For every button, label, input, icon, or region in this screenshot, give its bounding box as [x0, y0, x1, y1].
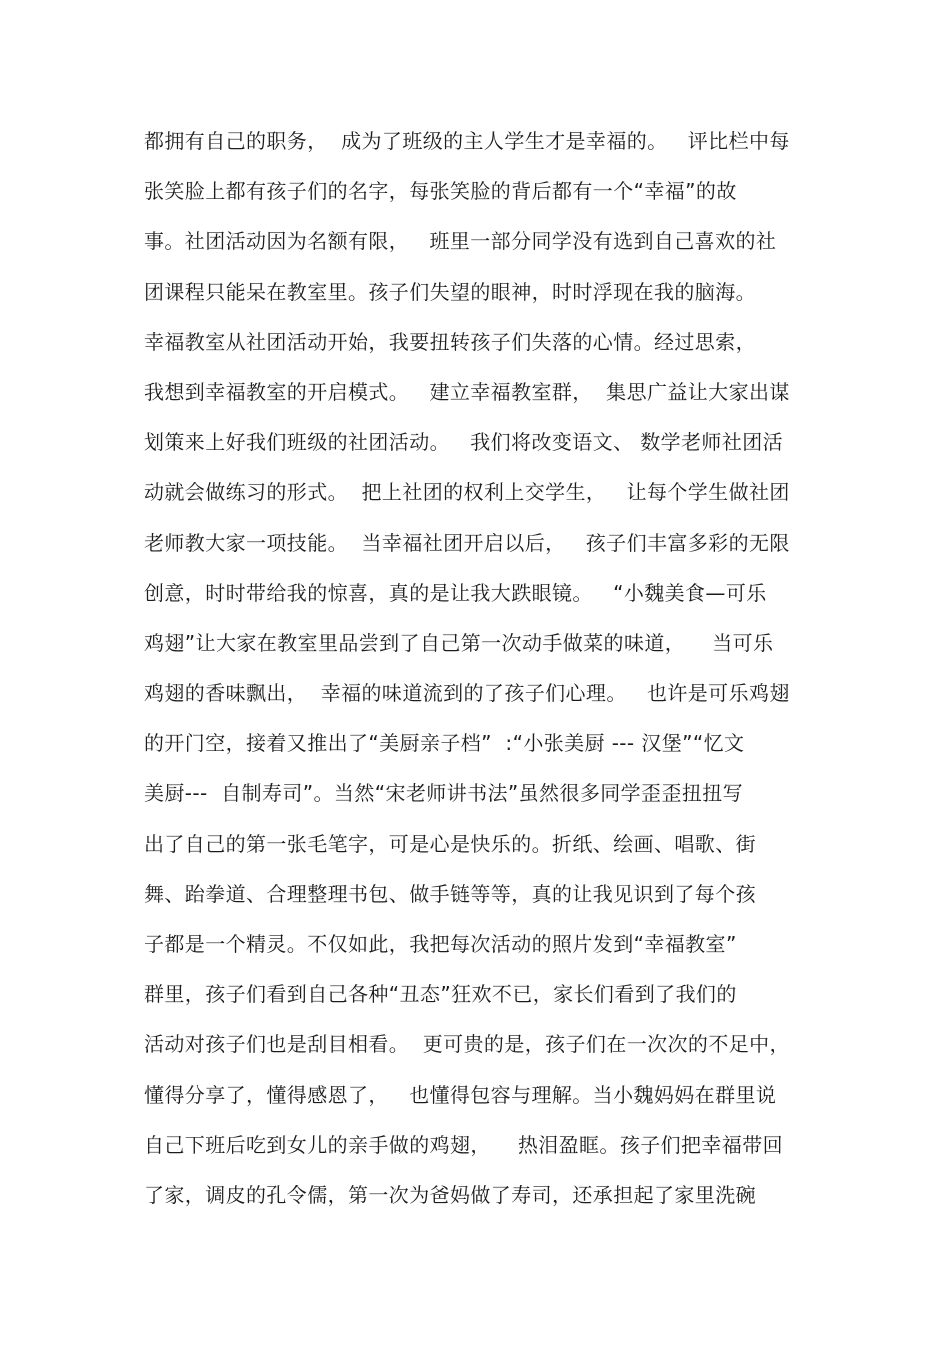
text-line: 子都是一个精灵。不仅如此，我把每次活动的照片发到“幸福教室”: [144, 932, 737, 956]
text-line: 了家，调皮的孔令儒，第一次为爸妈做了寿司，还承担起了家里洗碗: [144, 1182, 756, 1207]
text-line: 群里，孩子们看到自己各种“丑态”狂欢不已，家长们看到了我们的: [144, 982, 737, 1007]
text-line: 事。社团活动因为名额有限， 班里一部分同学没有选到自己喜欢的社: [144, 229, 777, 254]
text-line: 自己下班后吃到女儿的亲手做的鸡翅， 热泪盈眶。孩子们把幸福带回: [144, 1132, 784, 1157]
text-line: 鸡翅的香味飘出， 幸福的味道流到的了孩子们心理。 也许是可乐鸡翅: [144, 681, 790, 706]
text-line: 活动对孩子们也是刮目相看。 更可贵的是，孩子们在一次次的不足中，: [144, 1032, 790, 1057]
text-line: 创意，时时带给我的惊喜，真的是让我大跌眼镜。 “小魏美食—可乐: [144, 580, 767, 605]
text-line: 舞、跆拳道、合理整理书包、做手链等等，真的让我见识到了每个孩: [144, 881, 756, 906]
body-text: [144, 122, 824, 1226]
text-line: 我想到幸福教室的开启模式。 建立幸福教室群， 集思广益让大家出谋: [144, 379, 790, 404]
text-line: 划策来上好我们班级的社团活动。 我们将改变语文、 数学老师社团活: [144, 430, 784, 455]
text-line: 美厨--- 自制寿司”。当然“宋老师讲书法”虽然很多同学歪歪扭扭写: [144, 781, 744, 806]
text-line: 的开门空，接着又推出了“美厨亲子档” :“小张美厨 --- 汉堡”“忆文: [144, 731, 745, 756]
text-line: 幸福教室从社团活动开始，我要扭转孩子们失落的心情。经过思索，: [144, 329, 756, 354]
text-line: 动就会做练习的形式。 把上社团的权利上交学生， 让每个学生做社团: [144, 480, 790, 505]
text-line: 出了自己的第一张毛笔字，可是心是快乐的。折纸、绘画、唱歌、街: [144, 831, 756, 856]
text-line: 团课程只能呆在教室里。孩子们失望的眼神，时时浮现在我的脑海。: [144, 279, 756, 304]
text-line: 懂得分享了，懂得感恩了， 也懂得包容与理解。当小魏妈妈在群里说: [144, 1082, 777, 1107]
text-line: 张笑脸上都有孩子们的名字，每张笑脸的背后都有一个“幸福”的故: [144, 179, 737, 204]
text-line: 老师教大家一项技能。 当幸福社团开启以后， 孩子们丰富多彩的无限: [144, 530, 790, 555]
text-line: 鸡翅”让大家在教室里品尝到了自己第一次动手做菜的味道， 当可乐: [144, 630, 774, 655]
text-line: 都拥有自己的职务， 成为了班级的主人学生才是幸福的。 评比栏中每: [144, 129, 790, 153]
